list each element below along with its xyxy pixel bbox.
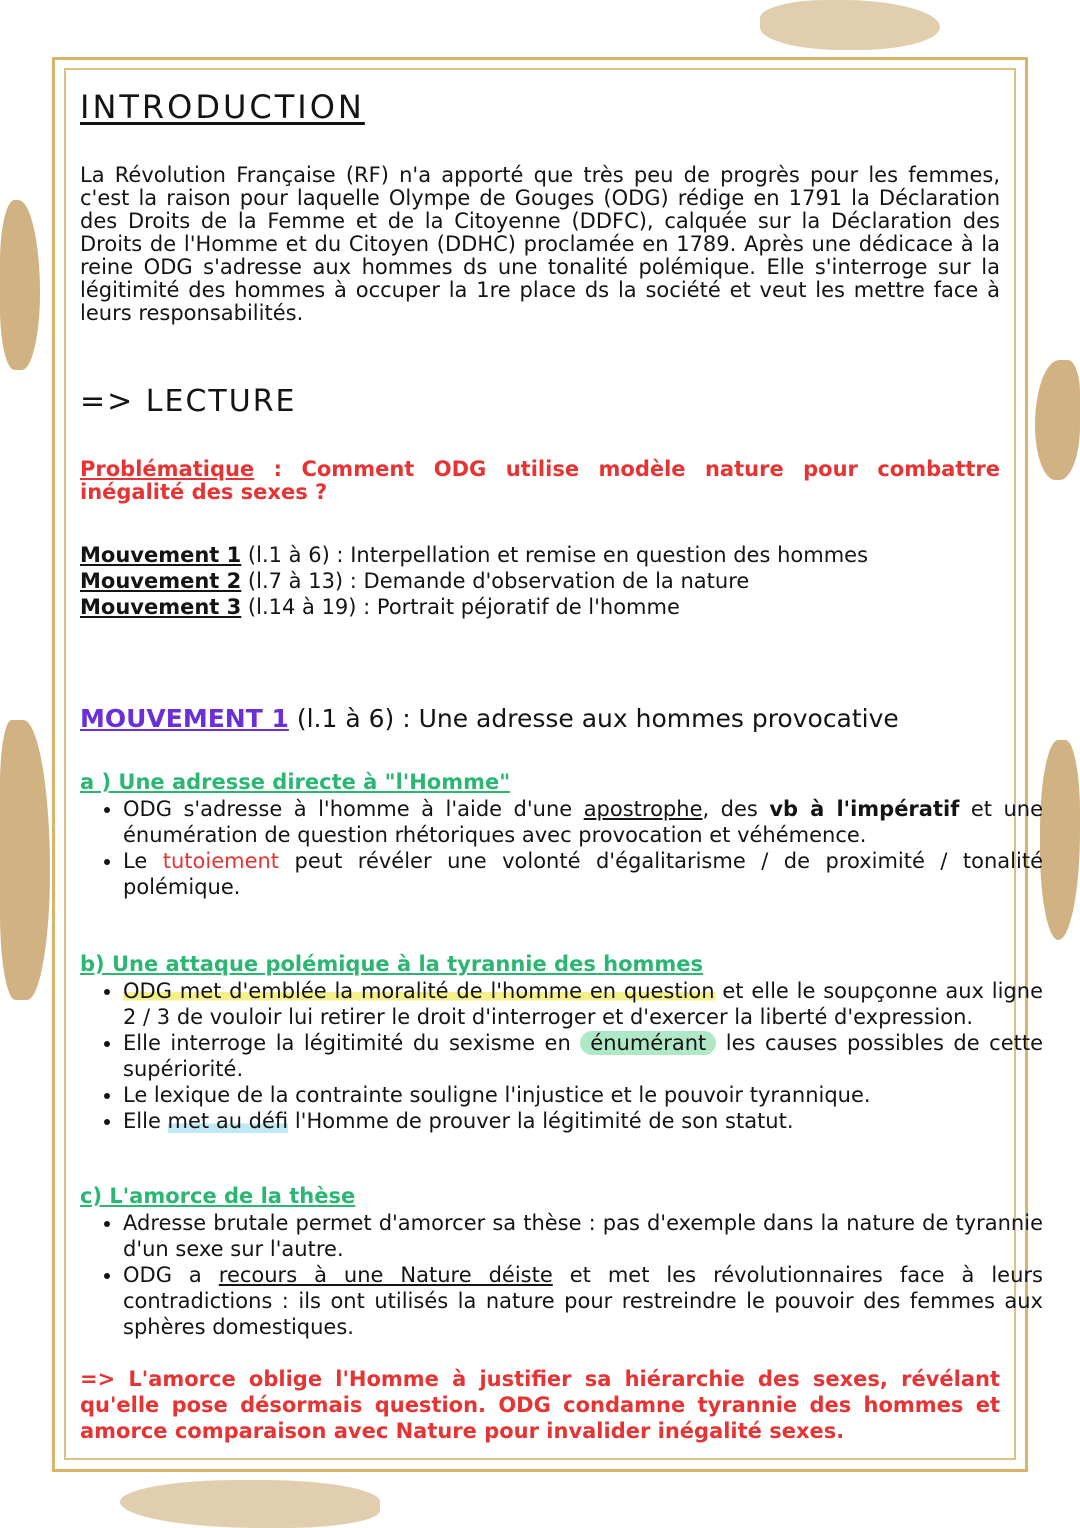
- list-item: [123, 796, 1043, 848]
- subheading-c: c) L'amorce de la thèse: [80, 1184, 356, 1208]
- text: ODG s'adresse à l'homme à l'aide d'une: [123, 797, 584, 821]
- mouvement-text: (l.7 à 13) : Demande d'observation de la nature: [241, 569, 750, 593]
- bullets-c: [80, 1210, 1043, 1340]
- text: ODG a: [123, 1263, 219, 1287]
- highlight-yellow: ODG met d'emblée la moralité de l'homme en question: [123, 979, 715, 1003]
- mouvement-text: (l.1 à 6) : Interpellation et remise en question des hommes: [241, 543, 869, 567]
- problematique-text: : Comment ODG utilise modèle nature pour combattre inégalité des sexes ?: [80, 457, 1000, 504]
- text: l'Homme de prouver la légitimité de son statut.: [288, 1109, 794, 1133]
- mouvement-label: Mouvement 3: [80, 595, 242, 619]
- section-label: MOUVEMENT 1: [80, 704, 289, 733]
- list-item: • Adresse brutale permet d'amorcer sa thèse : pas d'exemple dans la nature de tyrannie d'un sexe sur l'autre.: [123, 1210, 1043, 1262]
- conclusion: => L'amorce oblige l'Homme à justifier sa hiérarchie des sexes, révélant qu'elle pose désormais question. ODG condamne tyrannie des hommes et amorce comparaison avec Nature pour invalider inégalité sexes.: [80, 1367, 1000, 1443]
- text: et une énumération de question rhétoriques avec provocation et véhémence.: [123, 797, 1043, 847]
- text: et met les révolutionnaires face à leurs contradictions : ils ont utilisés la nature pour restreindre le pouvoir des femmes aux sphères domestiques.: [123, 1263, 1043, 1339]
- text: les causes possibles de cette supériorité.: [123, 1031, 1043, 1081]
- mouvement-label: Mouvement 2: [80, 569, 242, 593]
- apostrophe-term: apostrophe: [583, 797, 703, 821]
- text: peut révéler une volonté d'égalitarisme / de proximité / tonalité polémique.: [123, 849, 1043, 899]
- mouvement-text: (l.14 à 19) : Portrait péjoratif de l'homme: [241, 595, 680, 619]
- text: Elle interroge la légitimité du sexisme en: [123, 1031, 581, 1055]
- highlight-green: énumérant: [580, 1031, 716, 1055]
- list-item: • Le lexique de la contrainte souligne l'injustice et le pouvoir tyrannique.: [123, 1082, 1043, 1108]
- gold-leaf-decoration: [1035, 360, 1080, 480]
- list-item: [80, 568, 1000, 594]
- list-item: [123, 978, 1043, 1030]
- gold-leaf-decoration: [760, 0, 940, 50]
- gold-leaf-decoration: [120, 1480, 380, 1528]
- list-item: [123, 848, 1043, 900]
- subheading-a: a ) Une adresse directe à "l'Homme": [80, 770, 511, 794]
- underlined-term: recours à une Nature déiste: [218, 1263, 553, 1287]
- gold-leaf-decoration: [0, 720, 50, 1000]
- highlight-blue: met au défi: [167, 1109, 289, 1133]
- list-item: [80, 594, 1000, 620]
- text: Le: [123, 849, 163, 873]
- bold-term: vb à l'impératif: [769, 797, 960, 821]
- text: et elle le soupçonne aux ligne 2 / 3 de vouloir lui retirer le droit d'interroger et d'exercer la liberté d'expression.: [123, 979, 1043, 1029]
- problematique: [80, 458, 1000, 504]
- intro-heading: INTRODUCTION: [80, 88, 365, 126]
- tutoiement-term: tutoiement: [162, 849, 280, 873]
- mouvement-label: Mouvement 1: [80, 543, 242, 567]
- list-item: [123, 1262, 1043, 1340]
- text: , des: [702, 797, 770, 821]
- subheading-b: b) Une attaque polémique à la tyrannie des hommes: [80, 952, 704, 976]
- lecture-label: => LECTURE: [80, 384, 297, 419]
- bullets-a: [80, 796, 1043, 900]
- bullets-b: [80, 978, 1043, 1134]
- problematique-label: Problématique: [80, 457, 255, 481]
- section-text: (l.1 à 6) : Une adresse aux hommes provocative: [288, 704, 899, 733]
- intro-paragraph: La Révolution Française (RF) n'a apporté que très peu de progrès pour les femmes, c'est la raison pour laquelle Olympe de Gouges (ODG) rédige en 1791 la Déclaration des Droits de la Femme et de la Citoyenne (DDFC), calquée sur la Déclaration des Droits de l'Homme et du Citoyen (DDHC) proclamée en 1789. Après une dédicace à la reine ODG s'adresse aux hommes ds une tonalité polémique. Elle s'interroge sur la légitimité des hommes à occuper la 1re place ds la société et veut les mettre face à leurs responsabilités.: [80, 163, 1000, 325]
- list-item: [123, 1030, 1043, 1082]
- gold-leaf-decoration: [1040, 740, 1080, 940]
- text: Elle: [123, 1109, 168, 1133]
- list-item: [123, 1108, 1043, 1134]
- section-title: [80, 704, 899, 733]
- gold-leaf-decoration: [0, 200, 40, 370]
- mouvements-list: [80, 542, 1000, 620]
- list-item: [80, 542, 1000, 568]
